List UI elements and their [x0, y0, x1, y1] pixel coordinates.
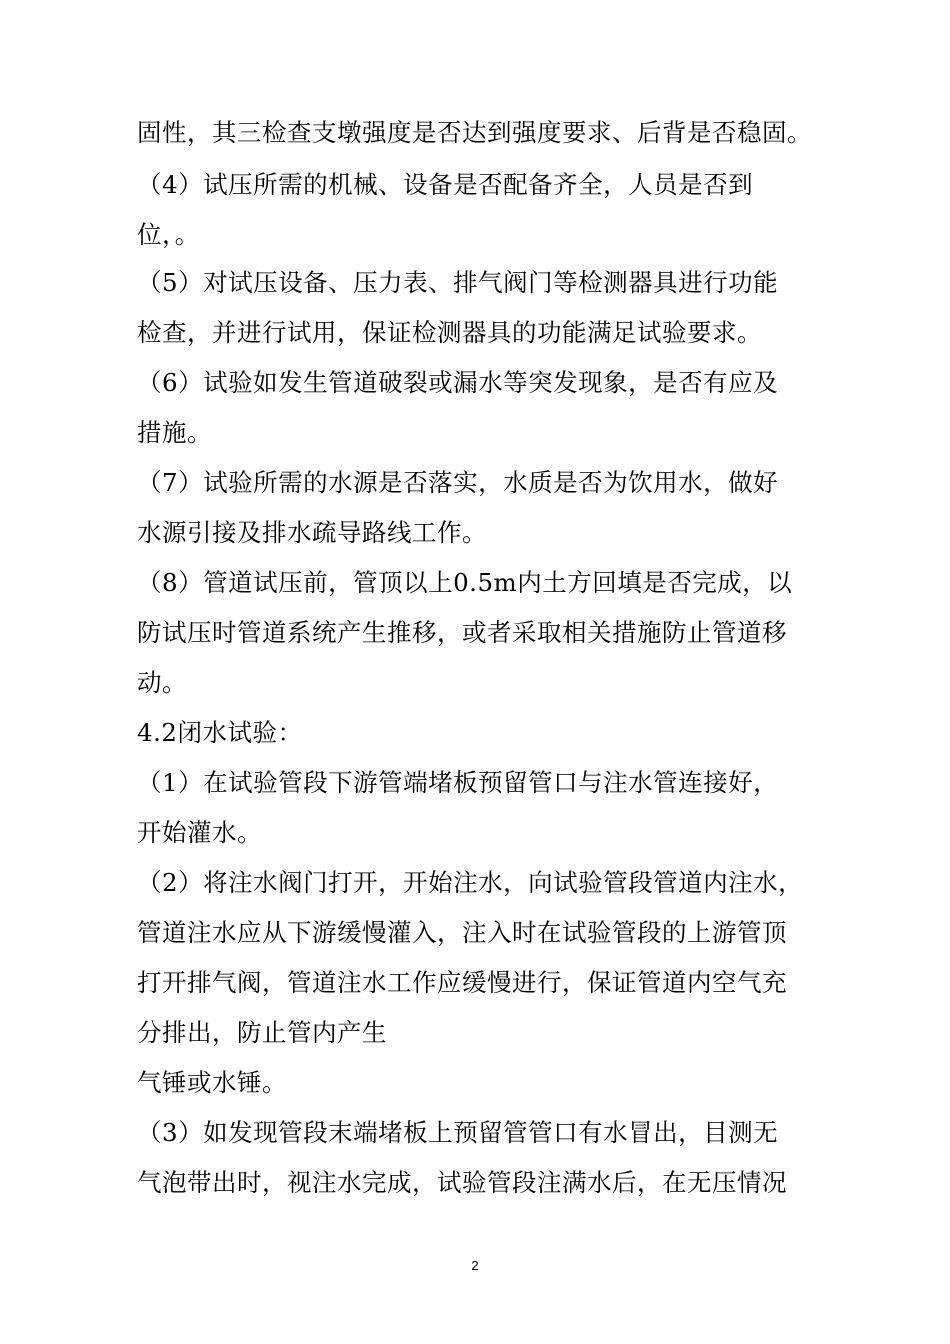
text-line: 开始灌水。: [137, 818, 262, 847]
text-line: 措施。: [137, 418, 212, 447]
text-line: （4）试压所需的机械、设备是否配备齐全，人员是否到: [137, 170, 754, 199]
text-line: （6）试验如发生管道破裂或漏水等突发现象，是否有应及: [137, 368, 779, 397]
text-line: 气泡带出时，视注水完成，试验管段注满水后，在无压情况: [137, 1168, 787, 1197]
text-line: 位，。: [137, 220, 200, 249]
text-line: （1）在试验管段下游管端堵板预留管口与注水管连接好，: [137, 768, 779, 797]
text-line: （7）试验所需的水源是否落实，水质是否为饮用水，做好: [137, 468, 779, 497]
text-line: （8）管道试压前，管顶以上0.5m内土方回填是否完成，以: [137, 568, 793, 597]
text-line: 检查，并进行试用，保证检测器具的功能满足试验要求。: [137, 318, 762, 347]
text-line: 气锤或水锤。: [137, 1068, 287, 1097]
text-line: 打开排气阀，管道注水工作应缓慢进行，保证管道内空气充: [137, 968, 787, 997]
text-line: （5）对试压设备、压力表、排气阀门等检测器具进行功能: [137, 268, 779, 297]
page-number: 2: [471, 1258, 479, 1273]
text-line: 防试压时管道系统产生推移，或者采取相关措施防止管道移: [137, 618, 787, 647]
section-heading: 4.2闭水试验：: [137, 718, 303, 747]
text-line: 管道注水应从下游缓慢灌入，注入时在试验管段的上游管顶: [137, 918, 787, 947]
text-line: 动。: [137, 668, 187, 697]
text-line: 固性，其三检查支墩强度是否达到强度要求、后背是否稳固。: [137, 118, 812, 147]
text-line: （2）将注水阀门打开，开始注水，向试验管段管道内注水，: [137, 868, 804, 897]
text-line: 水源引接及排水疏导路线工作。: [137, 518, 487, 547]
text-line: 分排出，防止管内产生: [137, 1018, 387, 1047]
text-line: （3）如发现管段末端堵板上预留管管口有水冒出，目测无: [137, 1118, 779, 1147]
